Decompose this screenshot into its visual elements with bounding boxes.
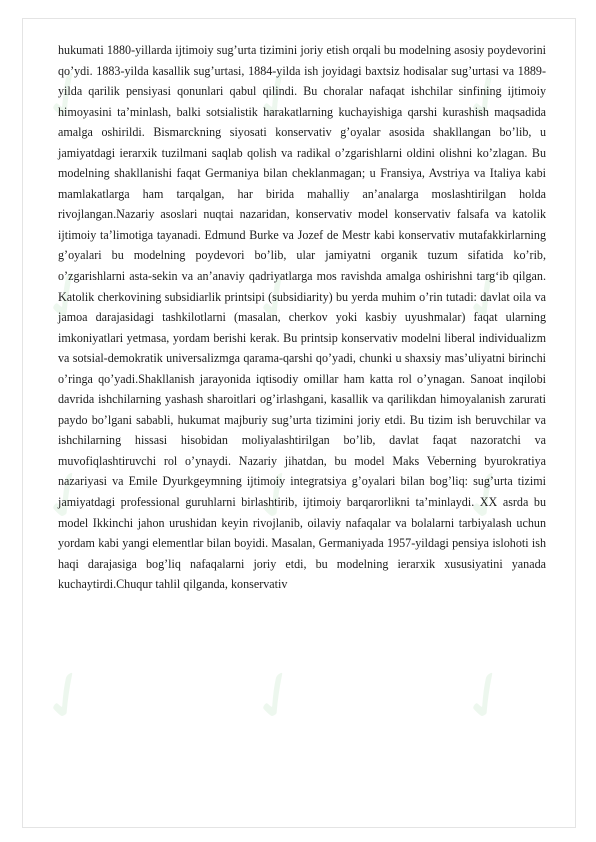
watermark-mark: ✓ (235, 51, 318, 143)
watermark-mark: ✓ (445, 651, 528, 743)
body-text (58, 40, 546, 595)
watermark-mark: ✓ (235, 651, 318, 743)
paragraph: hukumati 1880-yillarda ijtimoiy sug’urta tizimini joriy etish orqali bu modelning asosiy poydevorini qo’ydi. 1883-yilda kasallik sug’urtasi, 1884-yilda ish joyidagi baxtsiz hodisalar sug’urtasi va 1889-yilda qarilik pensiyasi qonunlari qabul qilindi. Bu choralar nafaqat ishchilar sinfining ijtimoiy himoyasini ta’minlash, balki sotsialistik harakatlarning kuchayishiga qarshi kurashish maqsadida amalga oshirildi. Bismarckning siyosati konservativ g’oyalar asosida shakllangan bo’lib, u jamiyatdagi ierarxik tuzilmani saqlab qolish va radikal o’zgarishlarni oldini olishni ko’zlagan. Bu modelning shakllanishi faqat Germaniya bilan cheklanmagan; u Fransiya, Avstriya va Italiya kabi mamlakatlarga ham tarqalgan, har birida mahalliy an’analarga moslashtirilgan holda rivojlangan.Nazariy asoslari nuqtai nazaridan, konservativ model konservativ falsafa va katolik ijtimoiy ta’limotiga tayanadi. Edmund Burke va Jozef de Mestr kabi konservativ mutafakkirlarning g’oyalari bu modelning poydevori bo’lib, ular jamiyatni organik tuzum sifatida ko’rib, o’zgarishlarni asta-sekin va an’anaviy qadriyatlarga mos ravishda amalga oshirishni targ‘ib qilgan. Katolik cherkovining subsidiarlik printsipi (subsidiarity) bu yerda muhim o’rin tutadi: davlat oila va jamoa darajasidagi tashkilotlarni (masalan, cherkov yoki kasbiy uyushmalar) faqat ularning imkoniyatlari yetmasa, yordam berishi kerak. Bu printsip konservativ modelni liberal individualizm va sotsial-demokratik universalizmga qarama-qarshi qo’yadi, chunki u shaxsiy mas’uliyatni birinchi o’ringa qo’yadi.Shakllanish jarayonida iqtisodiy omillar ham katta rol o’ynagan. Sanoat inqilobi davrida ishchilarning yashash sharoitlari og’irlashgani, kasallik va qarilikdan himoyalanish zarurati paydo bo’lgani sababli, hukumat majburiy sug’urta tizimini joriy etdi. Bu tizim ish beruvchilar va ishchilarning hissasi hisobidan moliyalashtirilgan bo’lib, davlat faqat nazoratchi va muvofiqlashtiruvchi rol o’ynaydi. Nazariy jihatdan, bu model Maks Veberning byurokratiya nazariyasi va Emile Dyurkgeymning ijtimoiy integratsiya g’oyalari bilan bog’liq: sug’urta tizimi jamiyatdagi professional guruhlarni birlashtirib, ijtimoiy barqarorlikni ta’minlaydi. XX asrda bu model Ikkinchi jahon urushidan keyin rivojlanib, oilaviy nafaqalar va bolalarni tarbiyalash uchun yordam kabi yangi elementlar bilan boyidi. Masalan, Germaniyada 1957-yildagi pensiya islohoti ish haqi darajasiga bog’liq nafaqalarni joriy etdi, bu modelning ierarxik xususiyatini yanada kuchaytirdi.Chuqur tahlil qilganda, konservativ (58, 43, 546, 592)
watermark-mark: ✓ (445, 451, 528, 543)
watermark-mark: ✓ (235, 451, 318, 543)
watermark-mark: ✓ (235, 251, 318, 343)
watermark-mark: ✓ (25, 651, 108, 743)
watermark-mark: ✓ (445, 251, 528, 343)
watermark-mark: ✓ (25, 251, 108, 343)
watermark-mark: ✓ (25, 51, 108, 143)
watermark-mark: ✓ (25, 451, 108, 543)
watermark-mark: ✓ (445, 51, 528, 143)
